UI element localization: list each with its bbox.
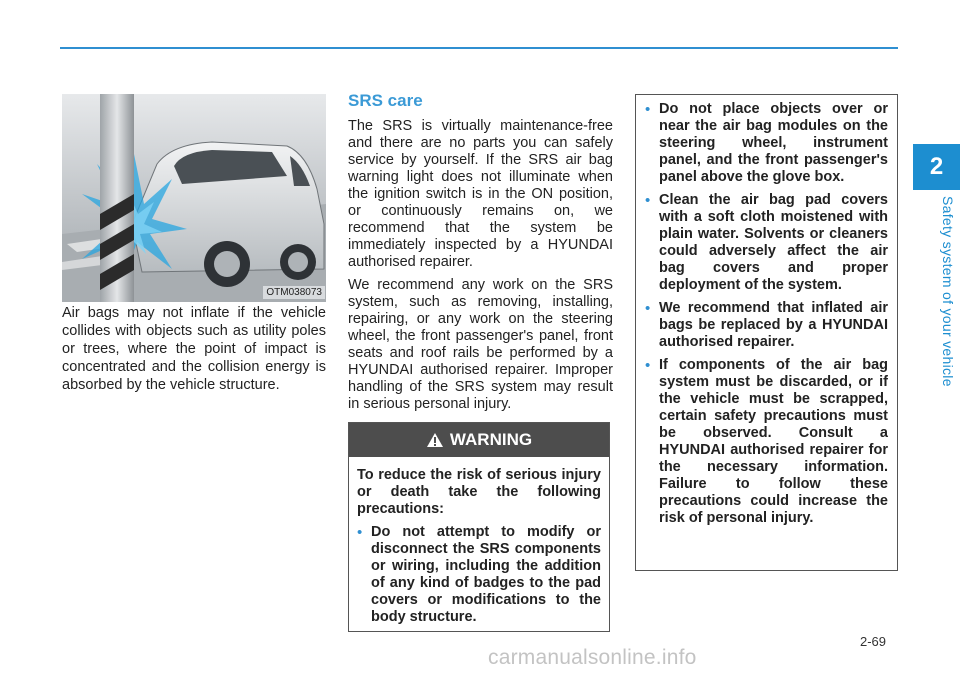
warning-intro: To reduce the risk of serious injury or death take the following precautions: [357,467,601,517]
col3-bullet-3 [645,300,888,351]
col3-bullet-text: Clean the air bag pad covers with a soft cloth moistened with plain water. Solvents or cleaners could adversely affect the air bag covers and proper deployment of the system. [659,192,888,293]
page-number: 2-69 [860,634,887,649]
warning-box [348,422,610,632]
warning-continuation-box [635,94,898,571]
col1-paragraph: Air bags may not inflate if the vehicle collides with objects such as utility poles or trees, where the point of impact is concentrated and the collision energy is absorbed by the vehicle structure. [62,305,326,393]
warning-triangle-icon [426,432,444,448]
chapter-number-tab: 2 [913,144,960,190]
top-rule [60,47,898,49]
section-heading: SRS care [348,91,423,110]
bullet-dot-icon: • [645,101,651,118]
bullet-dot-icon: • [645,357,651,374]
figure-id-label: OTM038073 [263,286,325,299]
warning-bullet-text: Do not attempt to modify or disconnect the SRS components or wiring, including the addition of any kind of badges to the pad covers or modifications to the body structure. [371,524,601,625]
col3-bullet-2 [645,192,888,294]
airbag-pole-illustration [62,94,326,302]
col3-bullet-4 [645,357,888,527]
warning-body [349,457,609,626]
chapter-title: Safety system of your vehicle [940,196,956,387]
bullet-dot-icon: • [357,524,363,541]
bullet-dot-icon: • [645,192,651,209]
col3-bullet-text: We recommend that inflated air bags be replaced by a HYUNDAI authorised repairer. [659,300,888,350]
watermark: carmanualsonline.info [488,646,697,669]
srs-care-paragraph-2: We recommend any work on the SRS system, such as removing, installing, repairing, or any work on the steering wheel, the front passenger's panel, front seats and roof rails be performed by a HYUNDAI authorised repairer. Improper handling of the SRS system may result in serious personal injury. [348,277,613,412]
srs-care-section [348,91,613,419]
warning-header [349,423,609,457]
srs-care-paragraph-1: The SRS is virtually maintenance-free and there are no parts you can safely service by yourself. If the SRS air bag warning light does not illuminate when the ignition switch is in the ON position, or continuously remains on, we recommend that the system be immediately inspected by a HYUNDAI authorised repairer. [348,118,613,270]
col3-bullet-text: Do not place objects over or near the air bag modules on the steering wheel, instrument panel, and the front passenger's panel above the glove box. [659,101,888,185]
bullet-dot-icon: • [645,300,651,317]
suv-pole-collision-illustration [62,94,326,302]
col3-bullet-text: If components of the air bag system must be discarded, or if the vehicle must be scrapped, certain safety precautions must be observed. Consult a HYUNDAI authorised repairer for the necessary information. Failure to follow these precautions could increase the risk of personal injury. [659,357,888,526]
col3-bullet-1 [645,101,888,186]
warning-bullet [357,524,601,626]
warning-label: WARNING [449,430,533,449]
